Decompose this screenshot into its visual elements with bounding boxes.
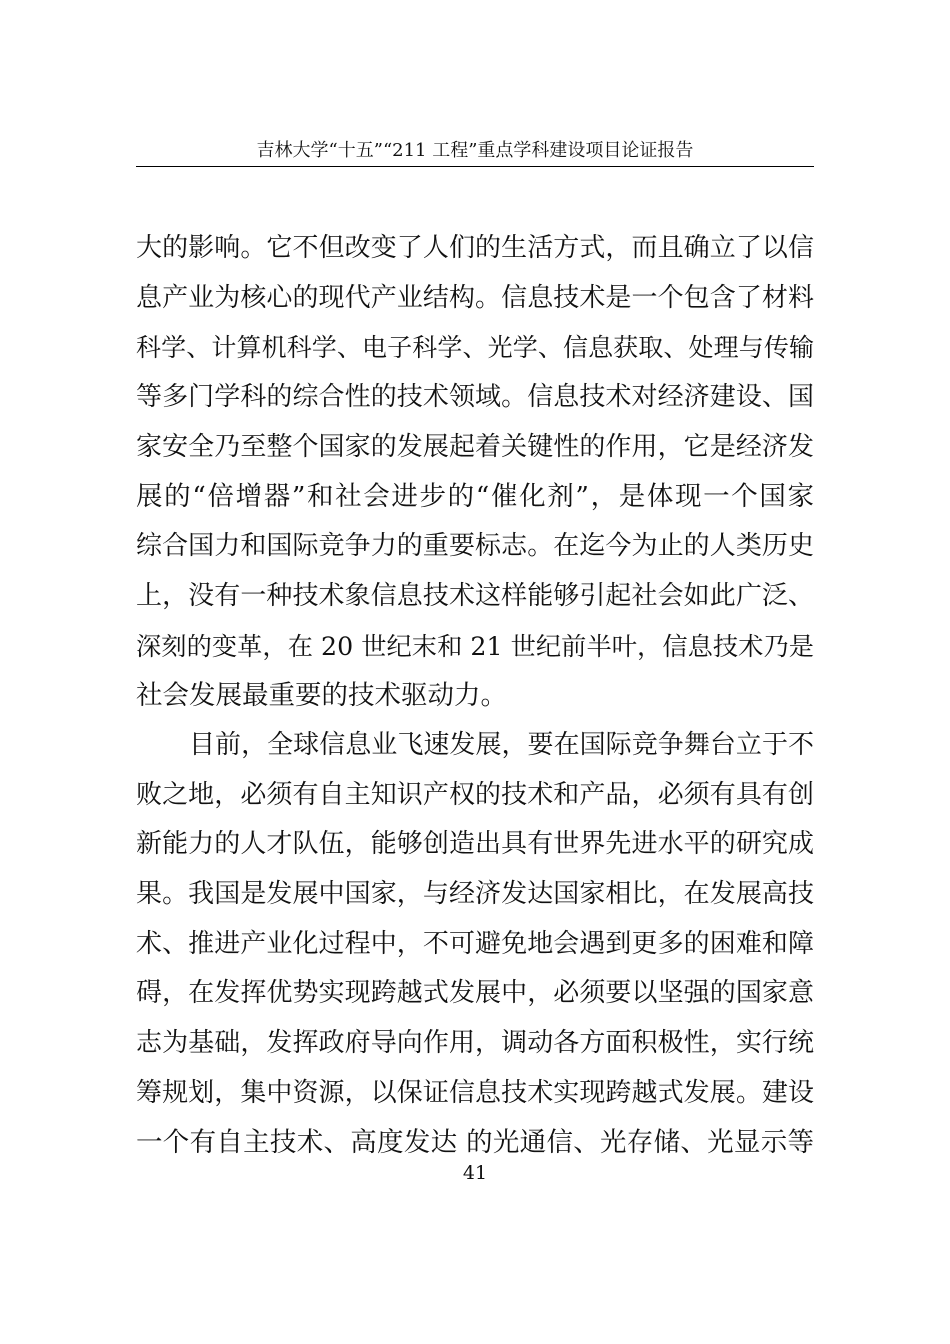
text-line: 新能力的人才队伍，能够创造出具有世界先进水平的研究成 [136, 829, 814, 860]
running-header [136, 138, 814, 167]
text-line: 社会发展最重要的技术驱动力。 [136, 680, 507, 712]
report-title: 吉林大学“十五”“211 工程”重点学科建设项目论证报告 [256, 140, 694, 161]
text-line: 果。我国是发展中国家，与经济发达国家相比，在发展高技 [136, 878, 814, 909]
text-line: 息产业为核心的现代产业结构。信息技术是一个包含了材料 [136, 282, 814, 313]
text-line: 败之地，必须有自主知识产权的技术和产品，必须有具有创 [136, 779, 814, 810]
text-line: 术、推进产业化过程中，不可避免地会遇到更多的困难和障 [136, 928, 814, 959]
text-line: 家安全乃至整个国家的发展起着关键性的作用，它是经济发 [136, 431, 814, 462]
text-line: 大的影响。它不但改变了人们的生活方式，而且确立了以信 [136, 233, 814, 263]
text-line: 目前，全球信息业飞速发展，要在国际竞争舞台立于不 [189, 729, 814, 760]
text-line: 综合国力和国际竞争力的重要标志。在迄今为止的人类历史 [136, 531, 814, 562]
text-line: 碍，在发挥优势实现跨越式发展中，必须要以坚强的国家意 [136, 978, 814, 1009]
text-line: 筹规划，集中资源，以保证信息技术实现跨越式发展。建设 [136, 1077, 814, 1108]
text-line: 一个有自主技术、高度发达 的光通信、光存储、光显示等 [136, 1127, 814, 1159]
text-line: 深刻的变革，在 20 世纪末和 21 世纪前半叶，信息技术乃是 [136, 631, 814, 661]
body-text [136, 224, 814, 1168]
text-line: 展的“倍增器”和社会进步的“催化剂”，是体现一个国家 [136, 481, 814, 513]
text-line: 志为基础，发挥政府导向作用，调动各方面积极性，实行统 [136, 1028, 814, 1058]
text-line: 等多门学科的综合性的技术领域。信息技术对经济建设、国 [136, 382, 814, 413]
text-line: 科学、计算机科学、电子科学、光学、信息获取、处理与传输 [136, 333, 814, 363]
text-line: 上，没有一种技术象信息技术这样能够引起社会如此广泛、 [136, 580, 814, 611]
page-number: 41 [462, 1162, 488, 1184]
